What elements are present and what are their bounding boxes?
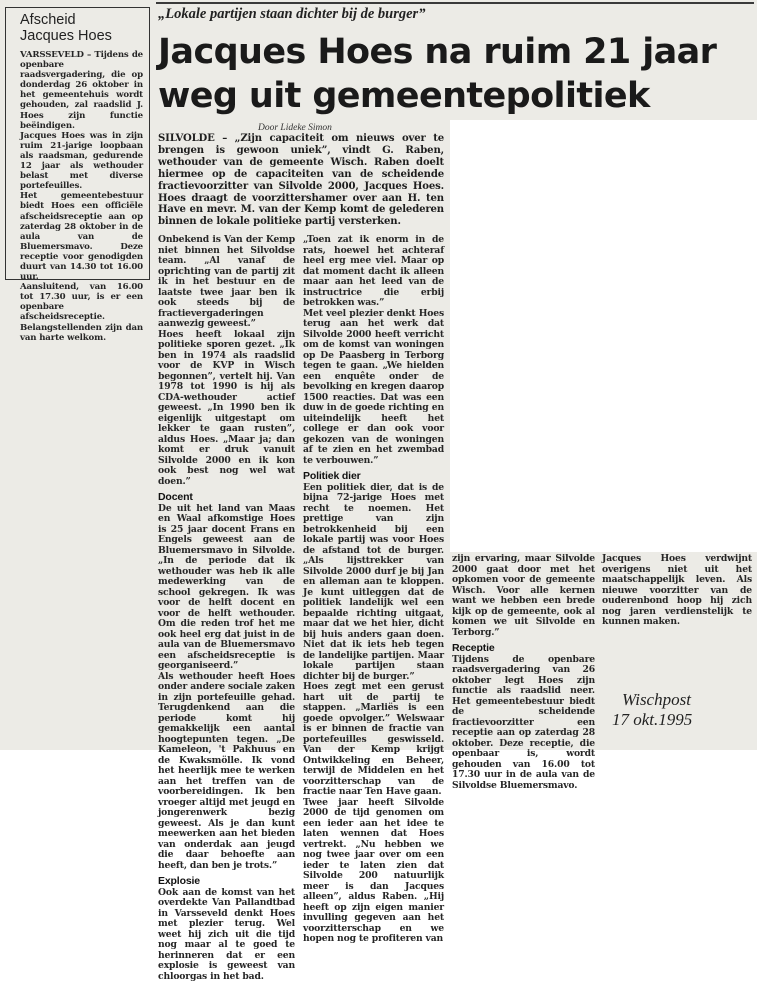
body-paragraph: Hoes zegt met een gerust hart uit de partij te stappen. „Marliës is een goede opvolger.” Welswaar is er binnen de fractie van portefeuilles geswisseld. Van der Kemp krijgt Ontwikkeling en Beheer, terwijl de Middelen en het voorzitterschap van de fractie naar Ten Have gaan. (303, 682, 444, 798)
top-rule (156, 2, 754, 4)
body-paragraph: Ook aan de komst van het overdekte Van Pallandtbad in Varsseveld denkt Hoes met plezier terug. Wel weet hij zich uit die tijd nog maar al te goed te herinneren dat er een explosie is geweest van chloorgas in het bad. (158, 888, 295, 982)
sidebar-title (20, 12, 149, 44)
body-paragraph: Onbekend is Van der Kemp niet binnen het Silvoldse team. „Al vanaf de oprichting van de partij zit ik in het bestuur en de laatste twee jaar ben ik ook steeds bij de fractievergaderingen aanwezig geweest.” (158, 235, 295, 330)
subheading-docent: Docent (158, 492, 295, 503)
headline (158, 30, 756, 118)
headline-line2: weg uit gemeentepolitiek (158, 74, 756, 118)
article-column-2 (303, 235, 444, 945)
body-paragraph: Jacques Hoes verdwijnt overigens niet uit het maatschappelijk leven. Als nieuwe voorzitter van de ouderenbond hoop hij zich nog jaren verdienstelijk te kunnen maken. (602, 554, 752, 628)
subheading-politiek-dier: Politiek dier (303, 471, 444, 482)
byline: Door Lideke Simon (258, 123, 332, 133)
body-paragraph: Als wethouder heeft Hoes onder andere sociale zaken in zijn portefeuille gehad. Terugdenkend aan die periode komt hij gemakkelijk een aantal hoogtepunten tegen. „De Kameleon, 't Pakhuus en de Kwaksmölle. Ik vond het heerlijk mee te werken aan het treffen van de voorbereidingen. Ik ben vroeger altijd met jeugd en jongerenwerk bezig geweest. Als je dan kunt meewerken aan het bieden van onderdak aan jeugd die daar behoefte aan heeft, dan ben je trots.” (158, 672, 295, 872)
sidebar-paragraph: VARSSEVELD – Tijdens de openbare raadsvergadering, die op donderdag 26 oktober in het gemeentehuis wordt gehouden, zal raadslid J. Hoes zijn functie beëindigen. (20, 50, 143, 131)
sidebar-title-line1: Afscheid (20, 12, 149, 28)
body-paragraph: „Toen zat ik enorm in de rats, hoewel het achteraf heel erg mee viel. Maar op dat moment dacht ik alleen maar aan het leed van de instructrice die erbij betrokken was.” (303, 235, 444, 309)
sidebar-paragraph: Aansluitend, van 16.00 tot 17.30 uur, is er een openbare afscheidsreceptie. Belangstellenden zijn dan van harte welkom. (20, 282, 143, 343)
sidebar-box (5, 7, 150, 280)
sidebar-title-line2: Jacques Hoes (20, 28, 149, 44)
sidebar-paragraph: Het gemeentebestuur biedt Hoes een officiële afscheidsreceptie aan op zaterdag 28 oktober in de aula van de Bluemersmavo. Deze receptie voor genodigden duurt van 14.30 tot 16.00 uur. (20, 191, 143, 282)
body-paragraph: De uit het land van Maas en Waal afkomstige Hoes is 25 jaar docent Frans en Engels geweest aan de Bluemersmavo in Silvolde. „In de periode dat ik wethouder was heb ik alle medewerking van de school gekregen. Ik was voor de helft docent en voor de helft wethouder. Om die reden trof het me ook heel erg dat juist in de aula van de Bluemersmavo een afscheidsreceptie is georganiseerd.” (158, 504, 295, 672)
subheading-receptie: Receptie (452, 643, 595, 654)
article-column-1 (158, 235, 295, 982)
subheading-explosie: Explosie (158, 876, 295, 887)
sidebar-body (20, 50, 143, 343)
body-paragraph: Met veel plezier denkt Hoes terug aan het werk dat Silvolde 2000 heeft verricht om de komst van woningen op De Paasberg in Terborg tegen te gaan. „We hielden een enquête onder de bevolking en kregen daarop 1500 reacties. Dat was een duw in de goede richting en uiteindelijk heeft het college er dan ook voor gekozen van de woningen af te zien en het zwembad te verbouwen.” (303, 309, 444, 467)
body-paragraph: Een politiek dier, dat is de bijna 72-jarige Hoes met recht te noemen. Het prettige van zijn betrokkenheid bij een lokale partij was voor Hoes de afstand tot de burger. „Als lijsttrekker van Silvolde 2000 durf je bij Jan en alleman aan te kloppen. Je kunt uitleggen dat de politiek landelijk wel een bepaalde richting uitgaat, maar dat we het hier, dicht bij huis anders gaan doen. Niet dat ik iets heb tegen de landelijke partijen. Maar lokale partijen staan dichter bij de burger.” (303, 483, 444, 683)
source-caption (612, 690, 752, 730)
source-date: 17 okt.1995 (612, 710, 752, 730)
body-paragraph: Twee jaar heeft Silvolde 2000 de tijd genomen om een ieder aan het idee te laten wennen dat Hoes vertrekt. „Nu hebben we nog twee jaar over om een ieder te laten zien dat Silvolde 200 natuurlijk meer is dan Jacques alleen”, aldus Raben. „Hij heeft op zijn eigen manier invulling gegeven aan het voorzitterschap en we hopen nog te profiteren van (303, 798, 444, 945)
body-paragraph: Tijdens de openbare raadsvergadering van 26 oktober legt Hoes zijn functie als raadslid neer. Het gemeentebestuur biedt de scheidende fractievoorzitter een receptie aan op zaterdag 28 oktober. Deze receptie, die openbaar is, wordt gehouden van 16.00 tot 17.30 uur in de aula van de Silvoldse Bluemersmavo. (452, 655, 595, 792)
body-paragraph: zijn ervaring, maar Silvolde 2000 gaat door met het opkomen voor de gemeente Wisch. Voor alle kernen want we hebben een brede kijk op de gemeente, ook al komen we uit Silvolde en Terborg.” (452, 554, 595, 638)
intro-paragraph: SILVOLDE – „Zijn capaciteit om nieuws over te brengen is gewoon uniek”, vindt G. Raben, wethouder van de gemeente Wisch. Raben doelt hiermee op de capaciteiten van de scheidende fractievoorzitter van Silvolde 2000, Jacques Hoes. Hoes draagt de voorzittershamer over aan H. ten Have en mevr. M. van der Kemp komt de gelederen binnen de lokale politieke partij versterken. (158, 133, 444, 228)
article-column-3 (452, 554, 595, 791)
headline-line1: Jacques Hoes na ruim 21 jaar (158, 30, 756, 74)
sidebar-paragraph: Jacques Hoes was in zijn ruim 21-jarige loopbaan als raadsman, gedurende 12 jaar als wethouder belast met diverse portefeuilles. (20, 131, 143, 192)
body-paragraph: Hoes heeft lokaal zijn politieke sporen gezet. „Ik ben in 1974 als raadslid voor de KVP in Wisch begonnen”, vertelt hij. Van 1978 tot 1990 is hij als CDA-wethouder actief geweest. „In 1990 ben ik eigenlijk uitgestapt om lekker te gaan rusten”, aldus Hoes. „Maar ja; dan komt er druk vanuit Silvolde 2000 en ik kon ook best nog wel wat doen.” (158, 330, 295, 488)
source-publication: Wischpost (612, 690, 752, 710)
article-column-4 (602, 554, 752, 628)
kicker: „Lokale partijen staan dichter bij de burger” (158, 6, 578, 23)
